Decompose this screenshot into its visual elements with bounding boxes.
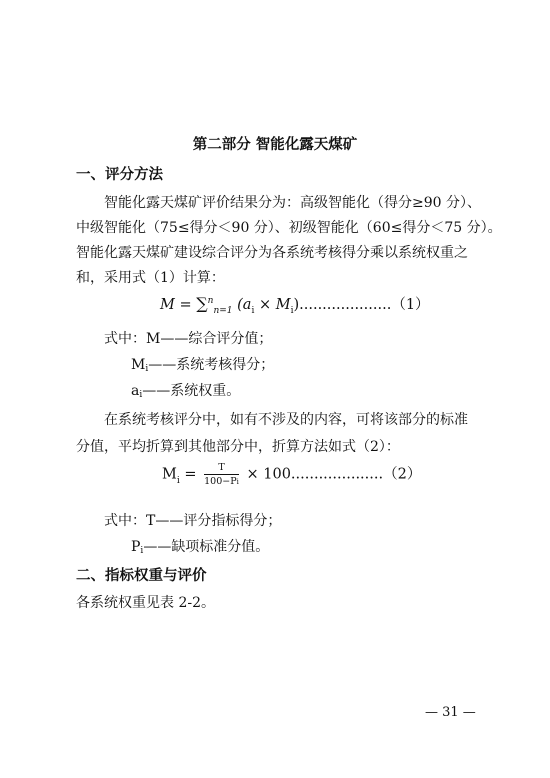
fraction — [204, 462, 239, 487]
formula-leader-dots: .................... — [299, 297, 392, 313]
fraction-numerator: T — [204, 462, 239, 475]
paragraph-line: 中级智能化（75≤得分＜90 分）、初级智能化（60≤得分＜75 分）。 — [76, 220, 502, 236]
formula-symbol: M — [275, 297, 291, 313]
definition-line: 式中：M——综合评分值； — [104, 331, 273, 347]
paragraph-line: 智能化露天煤矿建设综合评分为各系统考核得分乘以系统权重之 — [76, 245, 468, 261]
formula-2 — [162, 462, 421, 487]
definition-symbol: M — [131, 357, 146, 373]
paragraph-line: 各系统权重见表 2-2。 — [76, 595, 215, 611]
formula-subscript: i — [251, 306, 255, 316]
sum-upper-limit: n — [207, 296, 214, 306]
definition-symbol: P — [131, 539, 141, 555]
formula-leader-dots: .................... — [290, 466, 384, 483]
paragraph-line: 在系统考核评分中，如有不涉及的内容，可将该部分的标准 — [104, 412, 468, 428]
definition-text: ——缺项标准分值。 — [143, 539, 270, 555]
sum-lower-limit: n=1 — [213, 306, 233, 316]
formula-times: × — [258, 297, 272, 313]
paragraph-line: 分值，平均折算到其他部分中，折算方法如式（2）： — [76, 439, 400, 455]
formula-term: (a — [237, 297, 252, 313]
formula-symbol: M — [160, 297, 175, 313]
definition-line — [131, 354, 536, 374]
formula-equals: = — [184, 466, 197, 483]
formula-symbol: M — [162, 466, 177, 483]
definition-line — [131, 536, 536, 556]
fraction-denominator — [204, 475, 239, 487]
formula-multiplier: × 100 — [246, 466, 291, 483]
paragraph-line: 智能化露天煤矿评价结果分为：高级智能化（得分≥90 分）、 — [104, 195, 481, 211]
formula-1 — [160, 293, 430, 314]
formula-label: （2） — [383, 466, 422, 483]
definition-line — [131, 380, 536, 400]
denominator-text: 100−P — [204, 476, 237, 487]
definition-symbol: a — [131, 383, 140, 399]
part-title: 第二部分 智能化露天煤矿 — [192, 137, 358, 153]
formula-label: （1） — [391, 297, 430, 313]
paragraph-line: 和，采用式（1）计算： — [76, 270, 225, 286]
definition-line: 式中：T——评分指标得分； — [104, 513, 282, 529]
definition-text: ——系统考核得分； — [148, 357, 275, 373]
formula-equals: = — [179, 297, 192, 313]
definition-subscript: i — [145, 364, 149, 374]
page-number: — 31 — — [425, 705, 476, 720]
section-heading-scoring-method: 一、评分方法 — [76, 167, 163, 183]
summation-symbol: ∑ — [196, 294, 208, 313]
formula-subscript: i — [290, 306, 294, 316]
formula-subscript: i — [176, 475, 180, 486]
formula-close: ) — [293, 297, 300, 313]
section-heading-weights: 二、指标权重与评价 — [76, 568, 207, 584]
definition-text: ——系统权重。 — [142, 383, 241, 399]
denominator-subscript: i — [236, 478, 239, 486]
definition-subscript: i — [139, 390, 143, 400]
definition-subscript: i — [140, 546, 144, 556]
